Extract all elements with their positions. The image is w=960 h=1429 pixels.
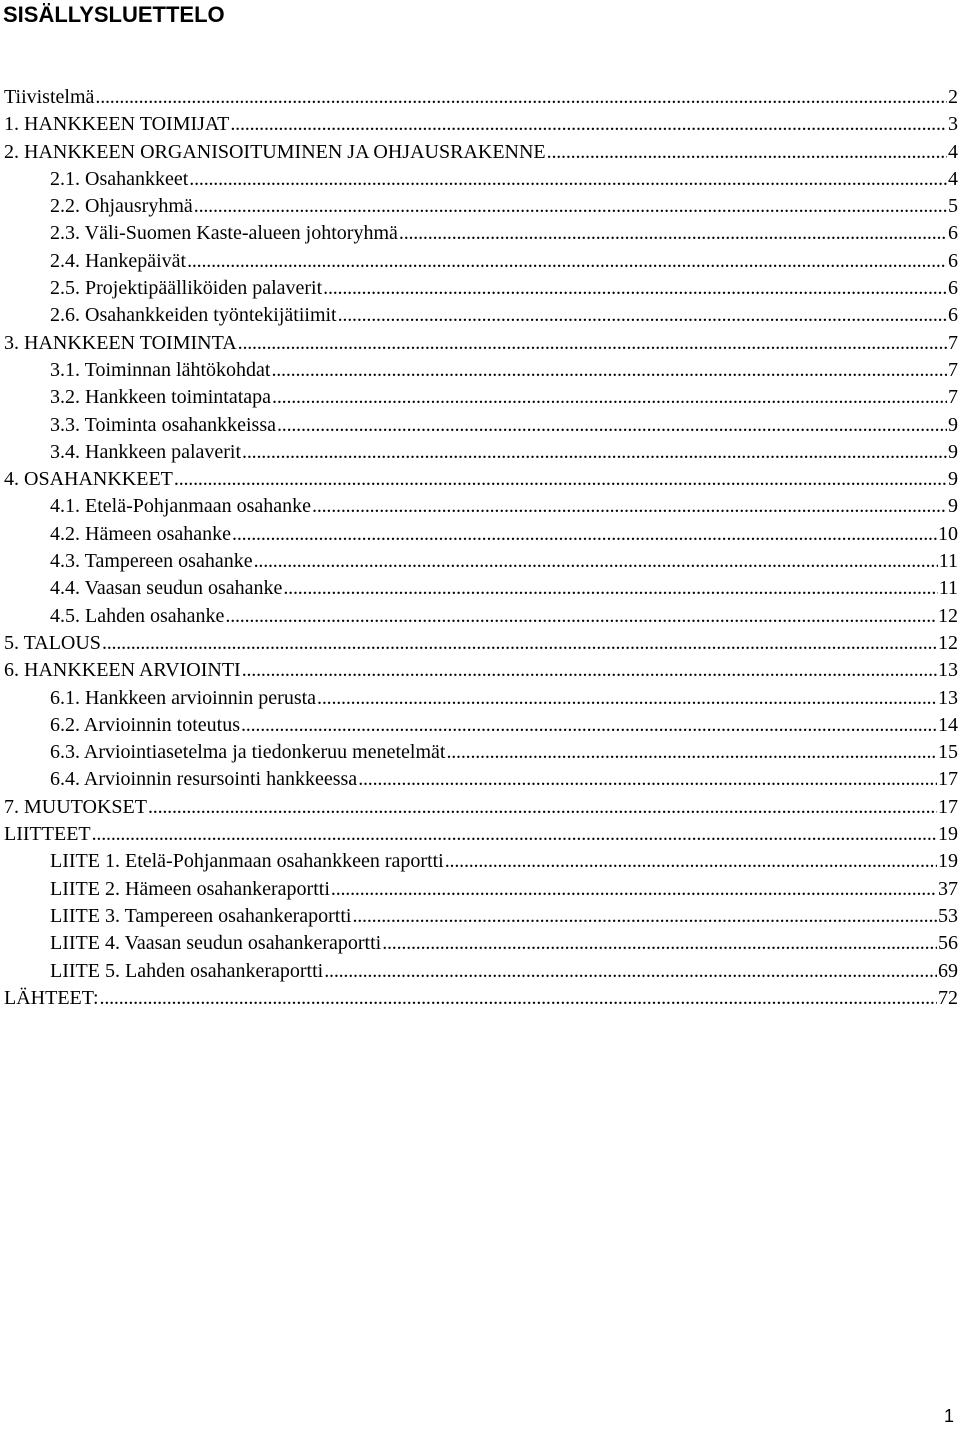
toc-dot-leader [547, 139, 947, 166]
toc-entry-label: LÄHTEET: [4, 986, 99, 1009]
toc-entry[interactable] [4, 848, 958, 875]
toc-dot-leader [277, 412, 947, 439]
toc-entry-page: 7 [948, 358, 958, 381]
toc-entry[interactable] [4, 466, 958, 493]
toc-entry-label: 6.1. Hankkeen arvioinnin perusta [50, 686, 317, 709]
toc-entry-page: 6 [948, 277, 958, 300]
toc-entry[interactable] [4, 412, 958, 439]
toc-dot-leader [283, 575, 937, 602]
toc-dot-leader [271, 357, 947, 384]
toc-entry[interactable] [4, 493, 958, 520]
toc-entry-page: 69 [938, 959, 958, 982]
toc-entry-page: 19 [938, 823, 958, 846]
table-of-contents [4, 84, 958, 1012]
toc-entry-page: 7 [948, 386, 958, 409]
toc-entry-label: LIITE 1. Etelä-Pohjanmaan osahankkeen raportti [50, 850, 444, 873]
toc-entry[interactable] [4, 384, 958, 411]
toc-entry-label: LIITTEET [4, 823, 91, 846]
toc-entry-label: 4.5. Lahden osahanke [50, 604, 225, 627]
toc-entry[interactable] [4, 84, 958, 111]
toc-title: SISÄLLYSLUETTELO [3, 2, 225, 27]
toc-entry-label: 4.2. Hämeen osahanke [50, 522, 232, 545]
toc-dot-leader [100, 985, 937, 1012]
toc-entry-label: 2.2. Ohjausryhmä [50, 195, 193, 218]
toc-entry-label: LIITE 5. Lahden osahankeraportti [50, 959, 324, 982]
toc-dot-leader [272, 384, 947, 411]
toc-entry[interactable] [4, 794, 958, 821]
toc-entry-label: Tiivistelmä [4, 86, 95, 108]
toc-entry-page: 9 [948, 495, 958, 518]
toc-dot-leader [189, 166, 947, 193]
toc-entry[interactable] [4, 248, 958, 275]
toc-entry-label: 2.5. Projektipäälliköiden palaverit [50, 277, 323, 300]
toc-entry-page: 3 [948, 113, 958, 136]
toc-dot-leader [358, 766, 937, 793]
toc-entry-label: 3.1. Toiminnan lähtökohdat [50, 358, 271, 381]
toc-entry[interactable] [4, 603, 958, 630]
toc-entry-label: 2.4. Hankepäivät [50, 249, 187, 272]
toc-dot-leader [312, 493, 947, 520]
toc-entry[interactable] [4, 876, 958, 903]
toc-entry[interactable] [4, 548, 958, 575]
toc-entry[interactable] [4, 166, 958, 193]
toc-entry-page: 9 [948, 468, 958, 491]
toc-dot-leader [323, 275, 947, 302]
toc-dot-leader [232, 521, 937, 548]
toc-entry-page: 4 [948, 140, 958, 163]
toc-entry-label: 6.2. Arvioinnin toteutus [50, 713, 240, 736]
toc-entry-page: 72 [938, 986, 958, 1009]
toc-entry-label: LIITE 2. Hämeen osahankeraportti [50, 877, 330, 900]
toc-entry-label: 4.3. Tampereen osahanke [50, 550, 253, 573]
toc-entry[interactable] [4, 357, 958, 384]
toc-entry-page: 2 [948, 86, 958, 108]
toc-entry-page: 19 [938, 850, 958, 873]
toc-entry[interactable] [4, 193, 958, 220]
toc-entry-page: 17 [938, 795, 958, 818]
toc-entry-label: 3.4. Hankkeen palaverit [50, 440, 242, 463]
toc-entry-page: 5 [948, 195, 958, 218]
toc-entry-page: 14 [938, 713, 958, 736]
toc-dot-leader [174, 466, 947, 493]
toc-dot-leader [399, 220, 947, 247]
toc-entry-label: 1. HANKKEEN TOIMIJAT [4, 113, 230, 136]
toc-dot-leader [445, 848, 937, 875]
toc-dot-leader [102, 630, 937, 657]
toc-entry[interactable] [4, 439, 958, 466]
toc-entry-label: 3.3. Toiminta osahankkeissa [50, 413, 276, 436]
toc-entry-page: 17 [938, 768, 958, 791]
toc-entry-page: 6 [948, 304, 958, 327]
toc-dot-leader [92, 821, 937, 848]
toc-entry[interactable] [4, 139, 958, 166]
toc-entry[interactable] [4, 630, 958, 657]
toc-entry[interactable] [4, 302, 958, 329]
toc-entry-label: 4. OSAHANKKEET [4, 468, 173, 491]
toc-entry-label: 3.2. Hankkeen toimintatapa [50, 386, 272, 409]
toc-entry-label: 2.6. Osahankkeiden työntekijätiimit [50, 304, 337, 327]
toc-dot-leader [95, 84, 947, 111]
toc-entry[interactable] [4, 685, 958, 712]
toc-entry-label: 4.4. Vaasan seudun osahanke [50, 577, 283, 600]
toc-entry[interactable] [4, 930, 958, 957]
toc-dot-leader [225, 603, 937, 630]
toc-entry-label: 2.1. Osahankkeet [50, 167, 189, 190]
toc-dot-leader [331, 876, 937, 903]
toc-entry-page: 9 [948, 440, 958, 463]
toc-entry-label: LIITE 3. Tampereen osahankeraportti [50, 904, 352, 927]
toc-entry[interactable] [4, 275, 958, 302]
toc-entry[interactable] [4, 712, 958, 739]
toc-entry[interactable] [4, 821, 958, 848]
toc-dot-leader [254, 548, 938, 575]
toc-entry-label: 4.1. Etelä-Pohjanmaan osahanke [50, 495, 312, 518]
toc-entry-page: 12 [938, 604, 958, 627]
toc-entry[interactable] [4, 220, 958, 247]
toc-entry-label: 6.4. Arvioinnin resursointi hankkeessa [50, 768, 358, 791]
toc-entry-label: 5. TALOUS [4, 631, 101, 654]
toc-entry[interactable] [4, 657, 958, 684]
toc-entry-page: 6 [948, 249, 958, 272]
toc-entry[interactable] [4, 958, 958, 985]
toc-entry-label: 7. MUUTOKSET [4, 795, 147, 818]
toc-entry[interactable] [4, 985, 958, 1012]
toc-entry[interactable] [4, 111, 958, 138]
toc-entry-page: 37 [938, 877, 958, 900]
toc-dot-leader [382, 930, 937, 957]
toc-dot-leader [187, 248, 947, 275]
toc-dot-leader [230, 111, 947, 138]
toc-entry-page: 13 [938, 686, 958, 709]
toc-dot-leader [352, 903, 937, 930]
toc-entry-page: 9 [948, 413, 958, 436]
toc-entry[interactable] [4, 575, 958, 602]
toc-dot-leader [148, 794, 937, 821]
toc-entry-page: 11 [938, 550, 958, 573]
toc-dot-leader [446, 739, 937, 766]
page-number: 1 [943, 1406, 954, 1426]
toc-entry-page: 6 [948, 222, 958, 245]
toc-entry-page: 11 [938, 577, 958, 600]
toc-dot-leader [338, 302, 947, 329]
toc-dot-leader [317, 685, 937, 712]
toc-dot-leader [241, 712, 937, 739]
toc-entry-page: 7 [948, 331, 958, 354]
toc-entry-label: 3. HANKKEEN TOIMINTA [4, 331, 237, 354]
toc-dot-leader [238, 330, 947, 357]
toc-entry[interactable] [4, 766, 958, 793]
toc-entry-page: 10 [938, 522, 958, 545]
toc-dot-leader [194, 193, 947, 220]
toc-entry-page: 53 [938, 904, 958, 927]
toc-entry[interactable] [4, 903, 958, 930]
toc-entry-page: 4 [948, 167, 958, 190]
toc-dot-leader [242, 439, 947, 466]
toc-entry-label: 6.3. Arviointiasetelma ja tiedonkeruu menetelmät [50, 741, 446, 764]
toc-entry-page: 13 [938, 659, 958, 682]
toc-entry[interactable] [4, 521, 958, 548]
toc-dot-leader [324, 958, 937, 985]
toc-entry-label: 2.3. Väli-Suomen Kaste-alueen johtoryhmä [50, 222, 398, 245]
toc-entry-label: 2. HANKKEEN ORGANISOITUMINEN JA OHJAUSRAKENNE [4, 140, 546, 163]
toc-dot-leader [242, 657, 937, 684]
toc-entry-page: 12 [938, 631, 958, 654]
toc-entry-page: 56 [938, 932, 958, 955]
toc-entry-page: 15 [938, 741, 958, 764]
toc-entry-label: LIITE 4. Vaasan seudun osahankeraportti [50, 932, 382, 955]
toc-entry-label: 6. HANKKEEN ARVIOINTI [4, 659, 241, 682]
toc-entry[interactable] [4, 739, 958, 766]
toc-entry[interactable] [4, 330, 958, 357]
